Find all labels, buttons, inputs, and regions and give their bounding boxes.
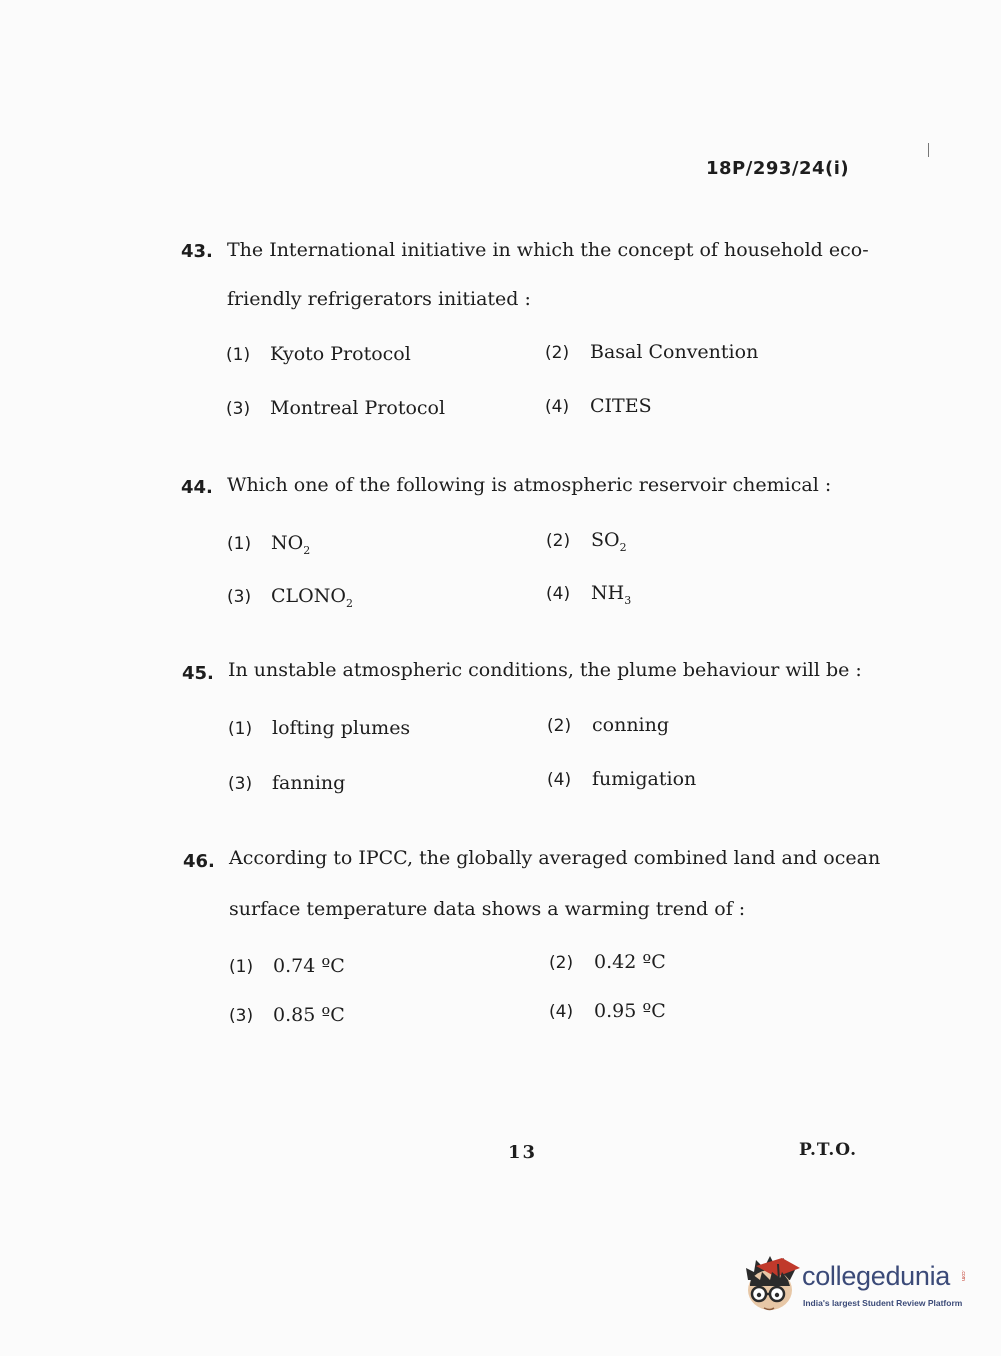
option-text: 0.85 ºC	[273, 1004, 345, 1026]
question-number: 43.	[181, 241, 213, 262]
option-3	[229, 1003, 345, 1028]
option-number: (4)	[545, 397, 570, 417]
option-number: (4)	[546, 584, 571, 604]
pto-label: P.T.O.	[799, 1140, 857, 1160]
paper-code: 18P/293/24(i)	[706, 158, 850, 179]
option-text: Montreal Protocol	[270, 397, 446, 419]
option-4	[546, 581, 631, 613]
option-2	[549, 950, 666, 975]
option-1	[229, 954, 345, 979]
option-text: NO	[271, 532, 304, 554]
option-number: (4)	[549, 1002, 574, 1022]
option-3	[226, 396, 445, 421]
option-3	[227, 584, 353, 616]
collegedunia-logo	[742, 1250, 970, 1320]
option-number: (2)	[549, 953, 574, 973]
option-number: (1)	[227, 534, 252, 554]
option-number: (3)	[228, 774, 253, 794]
option-text: CLONO	[271, 585, 346, 607]
option-text: fumigation	[592, 768, 697, 790]
question-text-line: According to IPCC, the globally averaged combined land and ocean	[229, 847, 881, 869]
option-1	[228, 716, 410, 741]
logo-tagline: India's largest Student Review Platform	[803, 1298, 963, 1308]
option-number: (2)	[546, 531, 571, 551]
question-number: 45.	[182, 663, 214, 684]
option-text: Basal Convention	[590, 341, 759, 363]
option-text: NH	[591, 582, 625, 604]
option-number: (1)	[228, 719, 253, 739]
option-2	[547, 713, 669, 738]
option-text: fanning	[272, 772, 346, 794]
logo-suffix: .com	[960, 1270, 966, 1281]
question-text-line: Which one of the following is atmospheric reservoir chemical :	[227, 474, 832, 496]
option-number: (3)	[229, 1006, 254, 1026]
question-text-line: The International initiative in which the concept of household eco-	[227, 239, 869, 261]
option-subscript: 3	[624, 594, 632, 607]
option-number: (1)	[229, 957, 254, 977]
option-subscript: 2	[345, 597, 353, 610]
option-number: (2)	[547, 716, 572, 736]
option-text: SO	[591, 529, 620, 551]
option-1	[226, 342, 411, 367]
option-number: (1)	[226, 345, 251, 365]
option-subscript: 2	[303, 544, 311, 557]
question-number: 44.	[181, 477, 213, 498]
option-text: CITES	[590, 395, 652, 417]
question-text-line: surface temperature data shows a warming trend of :	[229, 898, 746, 920]
option-4	[549, 999, 666, 1024]
option-number: (4)	[547, 770, 572, 790]
question-text-line: In unstable atmospheric conditions, the plume behaviour will be :	[228, 659, 862, 681]
option-subscript: 2	[619, 541, 627, 554]
option-1	[227, 531, 310, 563]
mascot-icon	[742, 1250, 802, 1320]
question-text-line: friendly refrigerators initiated :	[227, 288, 531, 310]
logo-brand: collegedunia	[802, 1261, 951, 1291]
option-text: lofting plumes	[272, 717, 411, 739]
option-text: 0.42 ºC	[594, 951, 666, 973]
option-4	[547, 767, 696, 792]
option-2	[545, 340, 758, 365]
option-number: (3)	[226, 399, 251, 419]
option-2	[546, 528, 627, 560]
option-3	[228, 771, 345, 796]
margin-mark	[928, 143, 929, 157]
option-number: (2)	[545, 343, 570, 363]
question-number: 46.	[183, 851, 215, 872]
option-text: conning	[592, 714, 670, 736]
option-text: Kyoto Protocol	[270, 343, 411, 365]
option-4	[545, 394, 652, 419]
page-number: 13	[508, 1142, 538, 1163]
option-text: 0.74 ºC	[273, 955, 345, 977]
option-number: (3)	[227, 587, 252, 607]
option-text: 0.95 ºC	[594, 1000, 666, 1022]
